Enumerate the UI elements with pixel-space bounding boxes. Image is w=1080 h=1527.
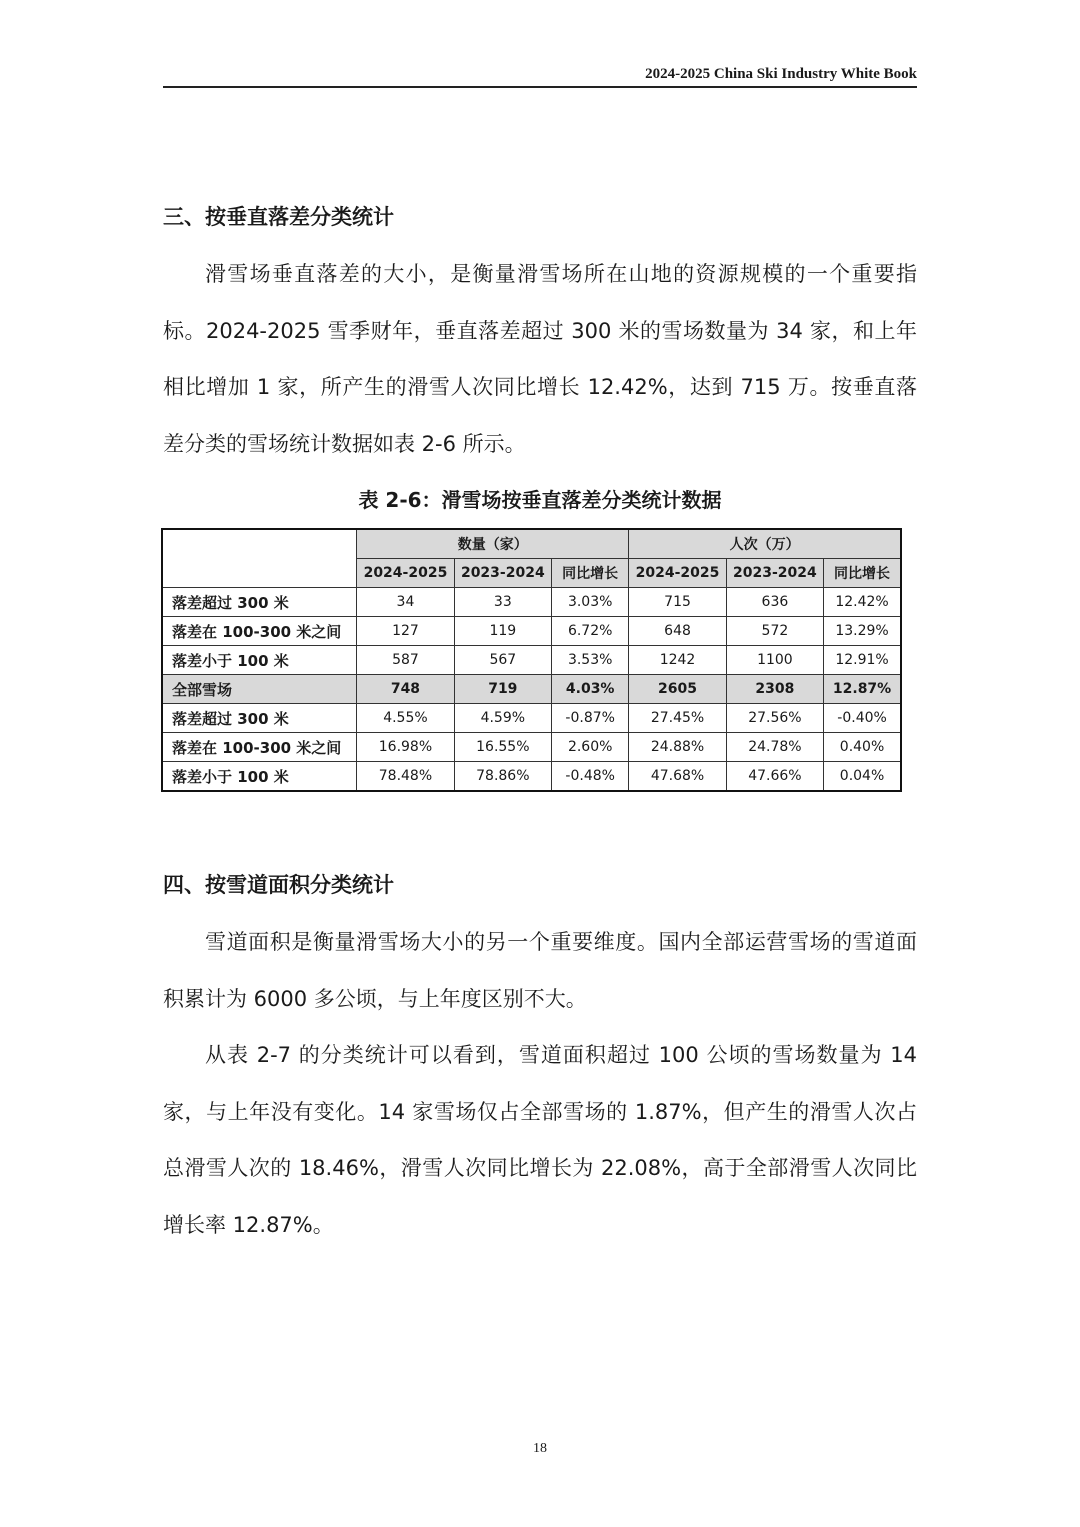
table-cell: 27.45%: [629, 704, 726, 733]
table-cell: 3.53%: [552, 646, 629, 675]
section-heading-slope-area: 四、按雪道面积分类统计: [163, 873, 394, 897]
paragraph-slope-area-intro: 雪道面积是衡量滑雪场大小的另一个重要维度。国内全部运营雪场的雪道面积累计为 6000 多公顷，与上年度区别不大。: [163, 930, 917, 1011]
table-cell: 24.78%: [726, 733, 823, 762]
table-cell: 6.72%: [552, 617, 629, 646]
row-label: 落差小于 100 米: [162, 646, 357, 675]
paragraph-vertical-drop-intro: 滑雪场垂直落差的大小，是衡量滑雪场所在山地的资源规模的一个重要指标。2024-2025 雪季财年，垂直落差超过 300 米的雪场数量为 34 家，和上年相比增加 1 家，所产生的滑雪人次同比增长 12.42%，达到 715 万。按垂直落差分类的雪场统计数据如表 2-6 所示。: [163, 262, 917, 456]
row-label: 落差超过 300 米: [162, 588, 357, 617]
group-header-visits: 人次（万）: [629, 529, 901, 559]
table-cell: 47.68%: [629, 762, 726, 792]
table-cell: 0.40%: [824, 733, 901, 762]
section-heading-vertical-drop: 三、按垂直落差分类统计: [163, 205, 394, 229]
table-cell: 1242: [629, 646, 726, 675]
table-cell: -0.87%: [552, 704, 629, 733]
table-cell: 12.87%: [824, 675, 901, 704]
table-cell: 13.29%: [824, 617, 901, 646]
column-header: 2024-2025: [629, 559, 726, 588]
table-group-header-row: [162, 529, 901, 559]
table-cell: 119: [454, 617, 551, 646]
row-label: 全部雪场: [162, 675, 357, 704]
paragraph-slope-area-analysis: 从表 2-7 的分类统计可以看到，雪道面积超过 100 公顷的雪场数量为 14 家，与上年没有变化。14 家雪场仅占全部雪场的 1.87%，但产生的滑雪人次占总滑雪人次的 18.46%，滑雪人次同比增长为 22.08%，高于全部滑雪人次同比增长率 12.87%。: [163, 1043, 917, 1237]
table-cell: 1100: [726, 646, 823, 675]
table-cell: 572: [726, 617, 823, 646]
table-cell: 16.98%: [357, 733, 454, 762]
table-cell: 567: [454, 646, 551, 675]
table-cell: 12.42%: [824, 588, 901, 617]
table-cell: 636: [726, 588, 823, 617]
row-label: 落差在 100-300 米之间: [162, 733, 357, 762]
row-label: 落差在 100-300 米之间: [162, 617, 357, 646]
column-header: 同比增长: [824, 559, 901, 588]
table-cell: 4.59%: [454, 704, 551, 733]
table-cell: 4.55%: [357, 704, 454, 733]
table-cell: 4.03%: [552, 675, 629, 704]
table-cell: -0.40%: [824, 704, 901, 733]
table-row: [162, 704, 901, 733]
table-cell: 127: [357, 617, 454, 646]
table-cell: 0.04%: [824, 762, 901, 792]
table-corner-cell: [162, 529, 357, 588]
table-row: [162, 733, 901, 762]
column-header: 2023-2024: [726, 559, 823, 588]
row-label: 落差小于 100 米: [162, 762, 357, 792]
table-cell: 16.55%: [454, 733, 551, 762]
table-cell: 748: [357, 675, 454, 704]
table-cell: 2605: [629, 675, 726, 704]
table-cell: 587: [357, 646, 454, 675]
table-caption: 表 2-6：滑雪场按垂直落差分类统计数据: [358, 488, 722, 512]
table-row: [162, 588, 901, 617]
table-cell: 24.88%: [629, 733, 726, 762]
vertical-drop-stats-table: [161, 528, 902, 792]
column-header: 2024-2025: [357, 559, 454, 588]
table-cell: 78.86%: [454, 762, 551, 792]
table-cell: 648: [629, 617, 726, 646]
table-row: [162, 646, 901, 675]
table-cell: 33: [454, 588, 551, 617]
running-header: 2024-2025 China Ski Industry White Book: [163, 64, 917, 88]
table-cell: 719: [454, 675, 551, 704]
table-cell: 2308: [726, 675, 823, 704]
table-cell: 47.66%: [726, 762, 823, 792]
table-row: [162, 762, 901, 792]
table-cell: 3.03%: [552, 588, 629, 617]
table-total-row: [162, 675, 901, 704]
column-header: 2023-2024: [454, 559, 551, 588]
table-cell: 78.48%: [357, 762, 454, 792]
page-number: 18: [533, 1441, 547, 1456]
table-cell: 34: [357, 588, 454, 617]
table-row: [162, 617, 901, 646]
table-cell: -0.48%: [552, 762, 629, 792]
table-cell: 12.91%: [824, 646, 901, 675]
column-header: 同比增长: [552, 559, 629, 588]
table-cell: 27.56%: [726, 704, 823, 733]
group-header-count: 数量（家）: [357, 529, 629, 559]
table-cell: 2.60%: [552, 733, 629, 762]
table-cell: 715: [629, 588, 726, 617]
row-label: 落差超过 300 米: [162, 704, 357, 733]
